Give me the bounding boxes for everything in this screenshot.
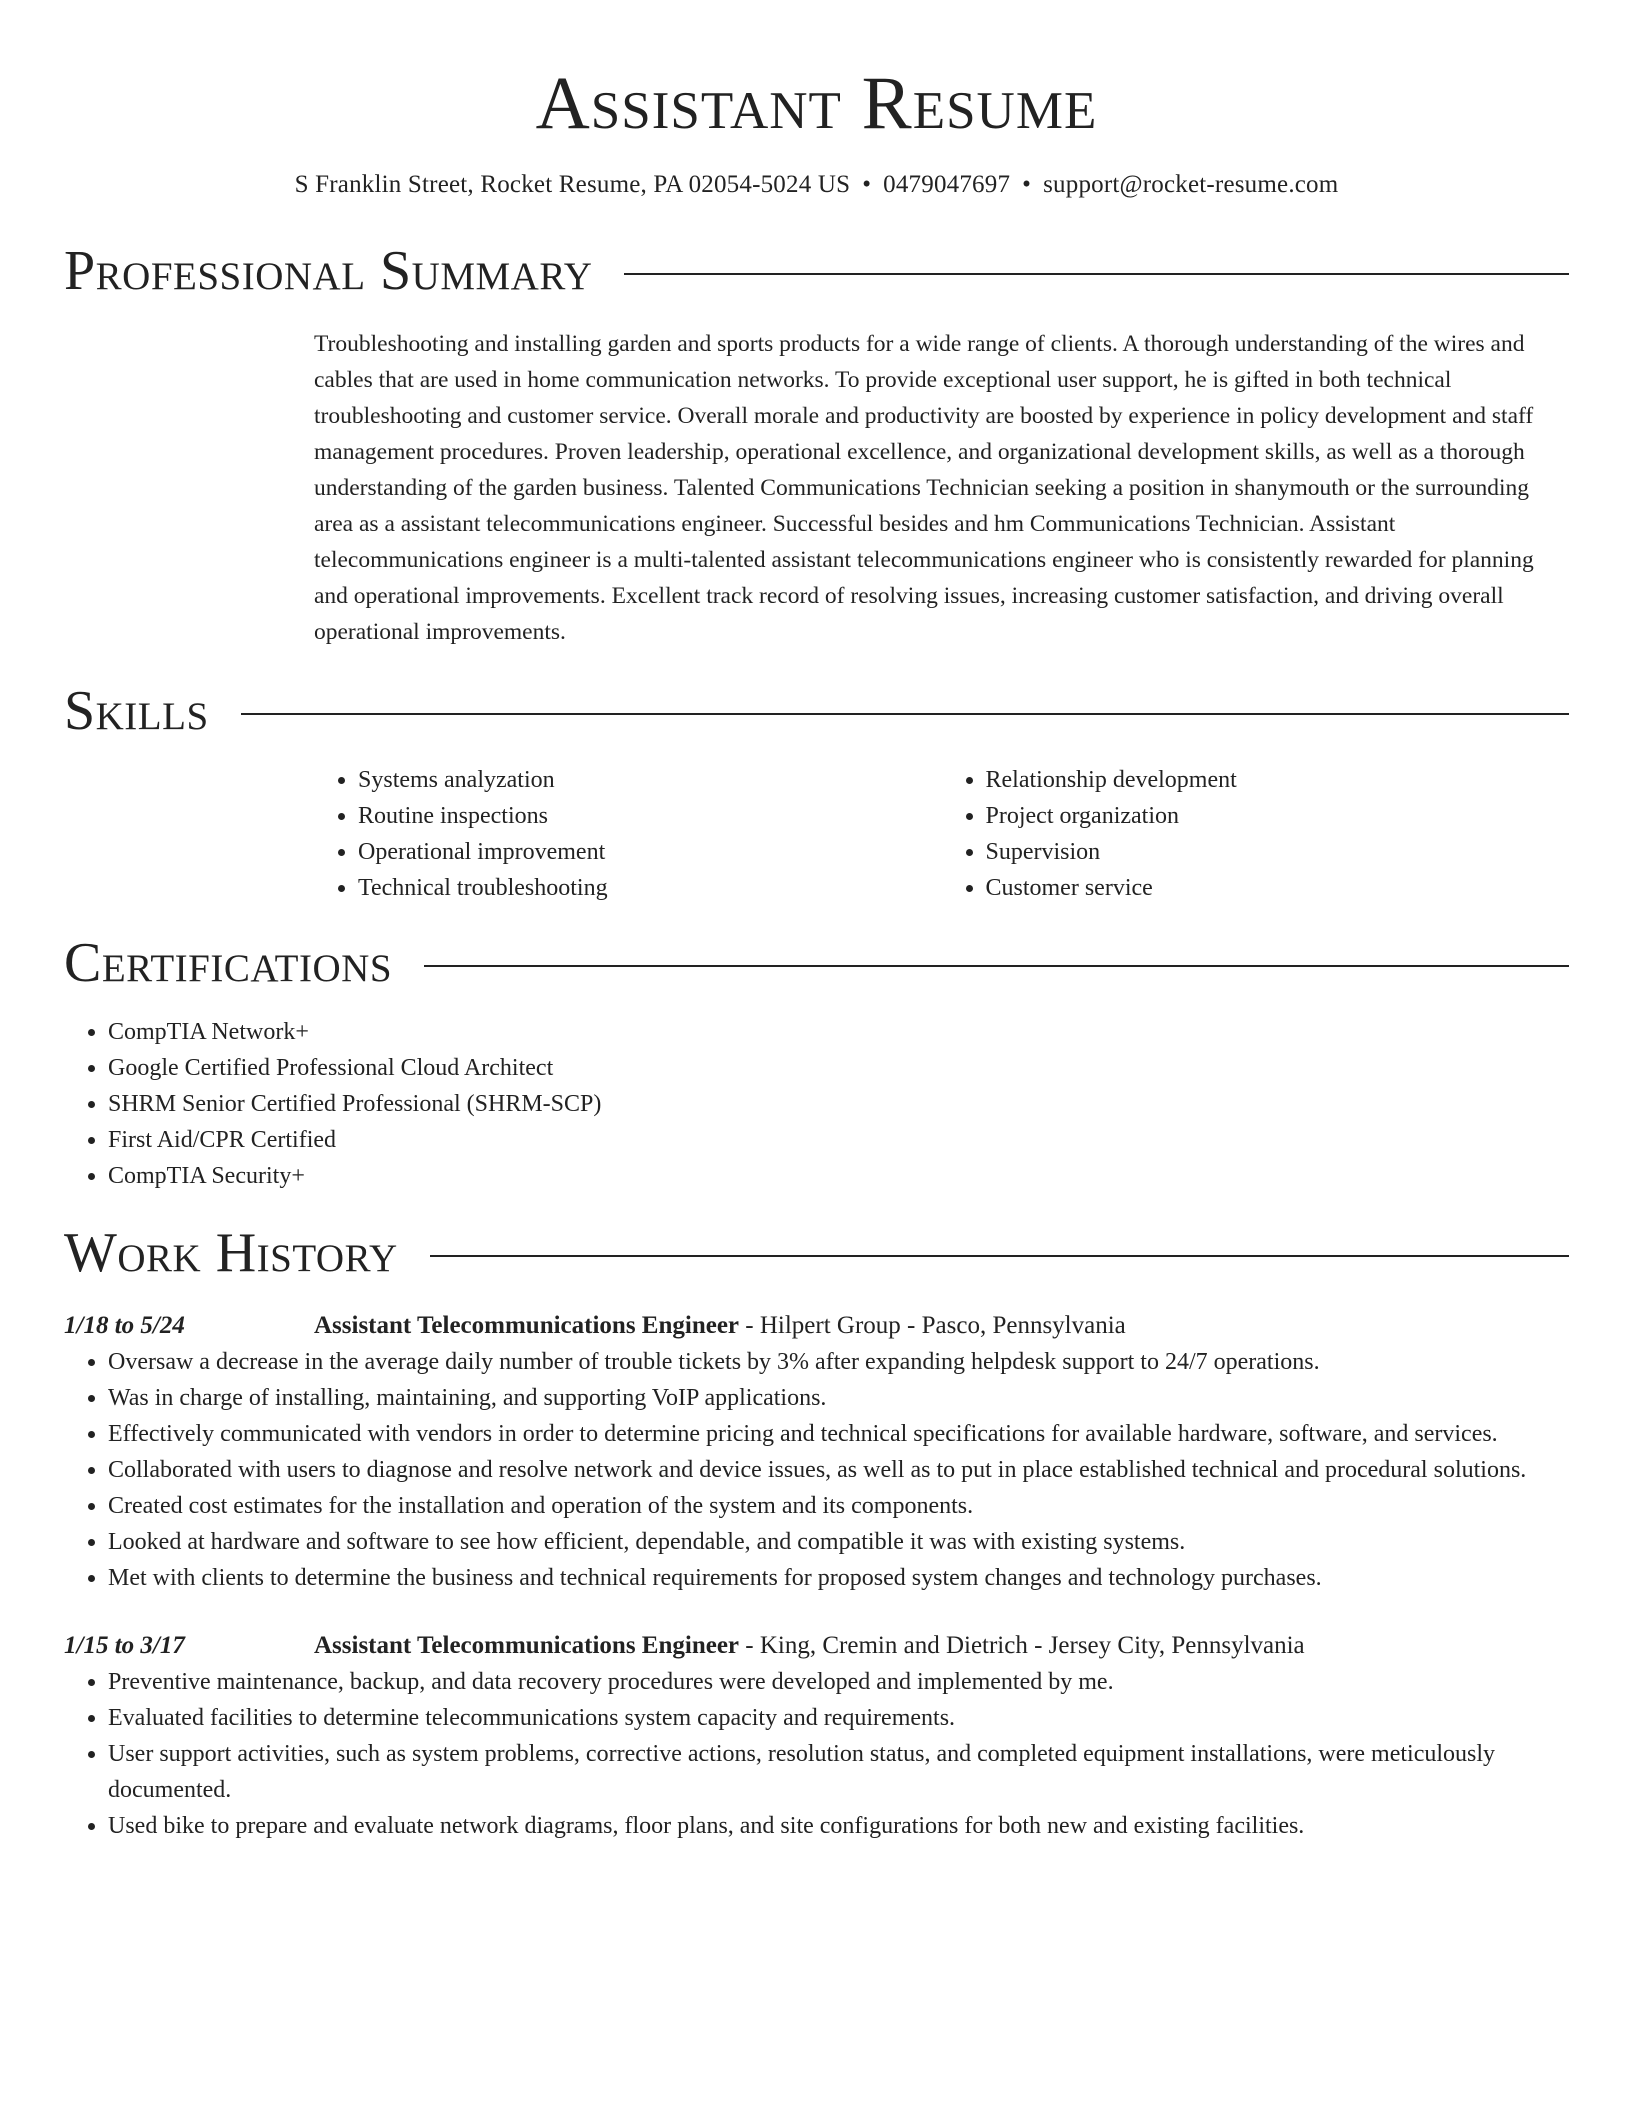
summary-text: Troubleshooting and installing garden and sports products for a wide range of clients. A thorough understanding of the wires and cables that are used in home communication networks. To provide exceptional user support, he is gifted in both technical troubleshooting and customer service. Overall morale and productivity are boosted by experience in policy development and staff management procedures. Proven leadership, operational excellence, and organizational development skills, as well as a thorough understanding of the garden business. Talented Communications Technician seeking a position in shanymouth or the surrounding area as a assistant telecommunications engineer. Successful besides and hm Communications Technician. Assistant telecommunications engineer is a multi-talented assistant telecommunications engineer who is consistently rewarded for planning and operational improvements. Excellent track record of resolving issues, increasing customer satisfaction, and driving overall operational improvements. <box>314 331 1534 645</box>
job-responsibilities <box>64 1344 1569 1596</box>
contact-separator: • <box>1022 171 1032 198</box>
section-divider <box>241 713 1569 715</box>
section-divider <box>624 273 1569 275</box>
certifications-list <box>64 1014 1569 1194</box>
skill-item: • Customer service <box>986 870 1570 906</box>
skill-item: • Operational improvement <box>358 834 942 870</box>
responsibility-item: • Created cost estimates for the installation and operation of the system and its components. <box>108 1488 1569 1524</box>
summary-heading: Professional Summary <box>64 240 593 302</box>
responsibility-item: • Used bike to prepare and evaluate network diagrams, floor plans, and site configurations for both new and existing facilities. <box>108 1808 1569 1844</box>
contact-email: support@rocket-resume.com <box>1043 171 1339 198</box>
job-dates: 1/18 to 5/24 <box>64 1312 185 1339</box>
responsibility-item: • Met with clients to determine the business and technical requirements for proposed system changes and technology purchases. <box>108 1560 1569 1596</box>
section-divider <box>430 1255 1569 1257</box>
skill-item: • Systems analyzation <box>358 762 942 798</box>
responsibility-item: • Effectively communicated with vendors in order to determine pricing and technical specifications for available hardware, software, and services. <box>108 1416 1569 1452</box>
skill-item: • Technical troubleshooting <box>358 870 942 906</box>
skill-item: • Routine inspections <box>358 798 942 834</box>
job-title: Assistant Telecommunications Engineer <box>314 1632 740 1659</box>
skill-item: • Relationship development <box>986 762 1570 798</box>
certification-item: • CompTIA Security+ <box>108 1158 1569 1194</box>
job-entry <box>64 1308 1569 1596</box>
section-divider <box>424 965 1569 967</box>
resume-name: Assistant Resume <box>535 62 1098 145</box>
responsibility-item: • Collaborated with users to diagnose and resolve network and device issues, as well as to put in place established technical and procedural solutions. <box>108 1452 1569 1488</box>
responsibility-item: • Evaluated facilities to determine telecommunications system capacity and requirements. <box>108 1700 1569 1736</box>
job-company-location: - Hilpert Group - Pasco, Pennsylvania <box>739 1312 1126 1339</box>
job-company-location: - King, Cremin and Dietrich - Jersey City, Pennsylvania <box>739 1632 1305 1659</box>
skills-column-right <box>942 762 1570 906</box>
certifications-heading: Certifications <box>64 932 393 994</box>
job-title: Assistant Telecommunications Engineer <box>314 1312 740 1339</box>
certification-item: • Google Certified Professional Cloud Architect <box>108 1050 1569 1086</box>
work-heading: Work History <box>64 1222 398 1284</box>
job-header <box>64 1628 1569 1664</box>
summary-section-header <box>64 238 1569 304</box>
contact-address: S Franklin Street, Rocket Resume, PA 02054-5024 US <box>294 171 851 198</box>
skills-list <box>314 762 1569 906</box>
responsibility-item: • Was in charge of installing, maintaining, and supporting VoIP applications. <box>108 1380 1569 1416</box>
certification-item: • CompTIA Network+ <box>108 1014 1569 1050</box>
responsibility-item: • Preventive maintenance, backup, and data recovery procedures were developed and implemented by me. <box>108 1664 1569 1700</box>
work-section-header <box>64 1220 1569 1286</box>
job-responsibilities <box>64 1664 1569 1844</box>
responsibility-item: • Oversaw a decrease in the average daily number of trouble tickets by 3% after expanding helpdesk support to 24/7 operations. <box>108 1344 1569 1380</box>
contact-separator: • <box>862 171 872 198</box>
contact-phone: 0479047697 <box>883 171 1011 198</box>
certification-item: • First Aid/CPR Certified <box>108 1122 1569 1158</box>
skills-section-header <box>64 678 1569 744</box>
skills-column-left <box>314 762 942 906</box>
skill-item: • Supervision <box>986 834 1570 870</box>
skills-heading: Skills <box>64 680 209 742</box>
responsibility-item: • Looked at hardware and software to see how efficient, dependable, and compatible it was with existing systems. <box>108 1524 1569 1560</box>
certification-item: • SHRM Senior Certified Professional (SHRM-SCP) <box>108 1086 1569 1122</box>
job-dates: 1/15 to 3/17 <box>64 1632 185 1659</box>
responsibility-item: • User support activities, such as system problems, corrective actions, resolution status, and completed equipment installations, were meticulously documented. <box>108 1736 1569 1808</box>
contact-line <box>64 168 1569 202</box>
certifications-section-header <box>64 930 1569 996</box>
job-entry <box>64 1628 1569 1844</box>
skill-item: • Project organization <box>986 798 1570 834</box>
job-header <box>64 1308 1569 1344</box>
